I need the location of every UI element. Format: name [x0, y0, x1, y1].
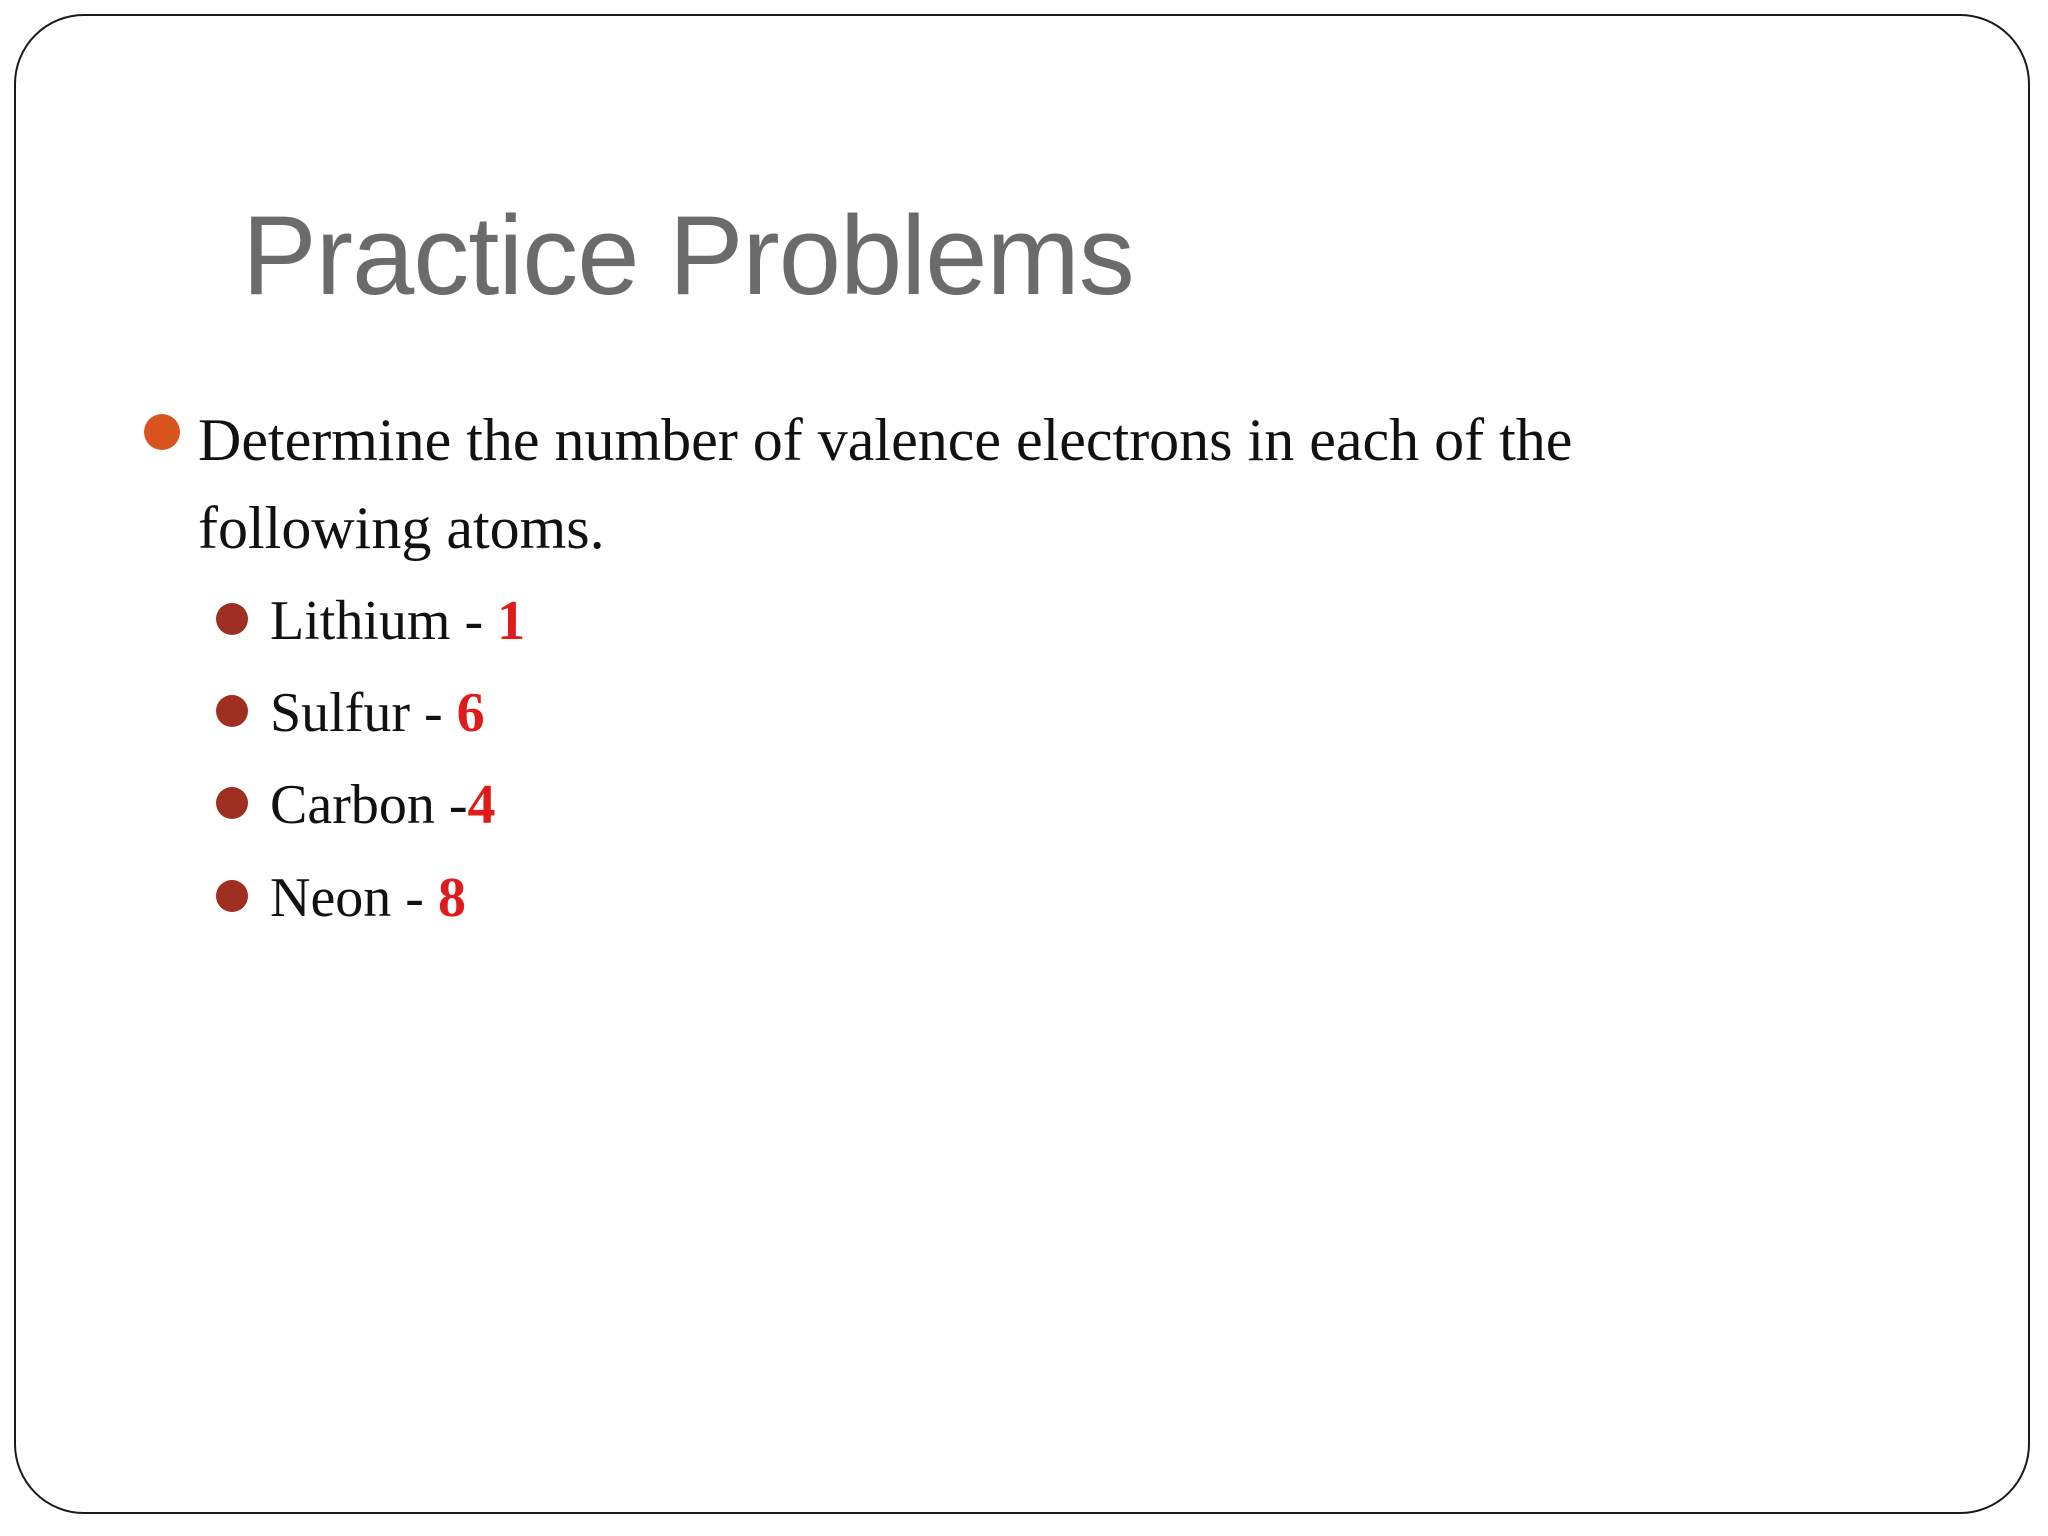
list-item-lithium — [216, 581, 1016, 661]
sub-bullet-dot-icon — [216, 787, 248, 819]
sub-bullet-dot-icon — [216, 695, 248, 727]
sub-bullet-dot-icon — [216, 603, 248, 635]
list-item-text — [270, 765, 496, 845]
item-label: Sulfur - — [270, 682, 457, 744]
slide — [14, 14, 2030, 1514]
list-item-neon — [216, 858, 1016, 938]
list-item-text — [270, 581, 525, 661]
item-label: Lithium - — [270, 590, 498, 652]
item-label: Neon - — [270, 867, 438, 929]
list-item-sulfur — [216, 673, 1016, 753]
slide-title: Practice Problems — [242, 193, 1134, 318]
bullet-dot-icon — [144, 414, 180, 450]
list-item-text — [270, 673, 485, 753]
item-answer: 1 — [497, 590, 526, 652]
main-bullet-text: Determine the number of valence electrons in each of the following atoms. — [198, 407, 1573, 561]
list-item-text — [270, 858, 466, 938]
list-item-carbon — [216, 765, 1016, 845]
item-answer: 4 — [467, 774, 496, 836]
sub-bullet-dot-icon — [216, 880, 248, 912]
item-label: Carbon - — [270, 774, 468, 836]
item-answer: 6 — [456, 682, 485, 744]
item-answer: 8 — [437, 867, 466, 929]
